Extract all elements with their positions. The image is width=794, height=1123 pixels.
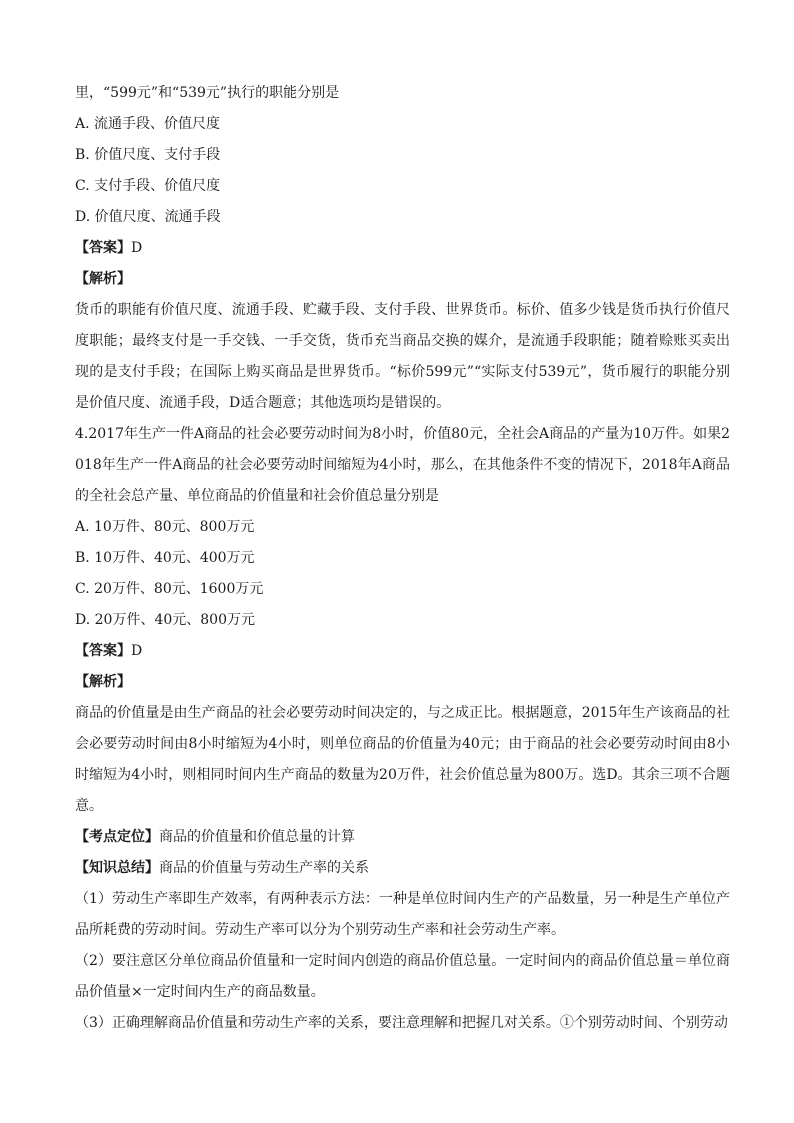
q4-option-b: B. 10万件、40元、400万元 (75, 550, 255, 566)
q4-kaodian-text: 商品的价值量和价值总量的计算 (159, 829, 355, 845)
q3-option-c: C. 支付手段、价值尺度 (75, 178, 221, 194)
q4-zhishi-label: 【知识总结】 (75, 860, 159, 876)
document-page (75, 78, 730, 1039)
q3-answer-line (75, 233, 730, 264)
q4-answer-label: 【答案】 (75, 643, 131, 659)
q3-option-d: D. 价值尺度、流通手段 (75, 209, 221, 225)
q3-answer-label: 【答案】 (75, 240, 131, 256)
q4-analysis-heading (75, 667, 730, 698)
q4-answer-line (75, 636, 730, 667)
q4-kaodian-line (75, 822, 730, 853)
q3-analysis-heading (75, 264, 730, 295)
q4-answer-value: D (131, 643, 143, 659)
q4-point-2: （2）要注意区分单位商品价值量和一定时间内创造的商品价值总量。一定时间内的商品价值总量＝单位商品价值量×一定时间内生产的商品数量。 (75, 953, 730, 1000)
q4-zhishi-line (75, 853, 730, 884)
q4-option-c: C. 20万件、80元、1600万元 (75, 581, 264, 597)
q4-zhishi-text: 商品的价值量与劳动生产率的关系 (159, 860, 369, 876)
q4-analysis-label: 【解析】 (75, 674, 131, 690)
q4-option-a: A. 10万件、80元、800万元 (75, 519, 255, 535)
q3-option-a: A. 流通手段、价值尺度 (75, 116, 221, 132)
q4-stem: 4.2017年生产一件A商品的社会必要劳动时间为8小时，价值80元，全社会A商品的产量为10万件。如果2018年生产一件A商品的社会必要劳动时间缩短为4小时，那么，在其他条件不变的情况下，2018年A商品的全社会总产量、单位商品的价值量和社会价值总量分别是 (75, 426, 730, 504)
q4-analysis-text: 商品的价值量是由生产商品的社会必要劳动时间决定的，与之成正比。根据题意，2015年生产该商品的社会必要劳动时间由8小时缩短为4小时，则单位商品的价值量为40元；由于商品的社会必要劳动时间由8小时缩短为4小时，则相同时间内生产商品的数量为20万件，社会价值总量为800万。选D。其余三项不合题意。 (75, 705, 730, 814)
q3-analysis-text: 货币的职能有价值尺度、流通手段、贮藏手段、支付手段、世界货币。标价、值多少钱是货币执行价值尺度职能；最终支付是一手交钱、一手交货，货币充当商品交换的媒介，是流通手段职能；随着赊账买卖出现的是支付手段；在国际上购买商品是世界货币。“标价599元”“实际支付539元”，货币履行的职能分别是价值尺度、流通手段，D适合题意；其他选项均是错误的。 (75, 302, 730, 411)
q4-kaodian-label: 【考点定位】 (75, 829, 159, 845)
q3-option-b: B. 价值尺度、支付手段 (75, 147, 221, 163)
q4-point-1: （1）劳动生产率即生产效率，有两种表示方法：一种是单位时间内生产的产品数量，另一种是生产单位产品所耗费的劳动时间。劳动生产率可以分为个别劳动生产率和社会劳动生产率。 (75, 891, 730, 938)
q4-point-3: （3）正确理解商品价值量和劳动生产率的关系，要注意理解和把握几对关系。①个别劳动时间、个别劳动 (75, 1015, 728, 1031)
q3-stem-tail: 里，“599元”和“539元”执行的职能分别是 (75, 85, 340, 101)
q4-option-d: D. 20万件、40元、800万元 (75, 612, 255, 628)
q3-answer-value: D (131, 240, 143, 256)
q3-analysis-label: 【解析】 (75, 271, 131, 287)
